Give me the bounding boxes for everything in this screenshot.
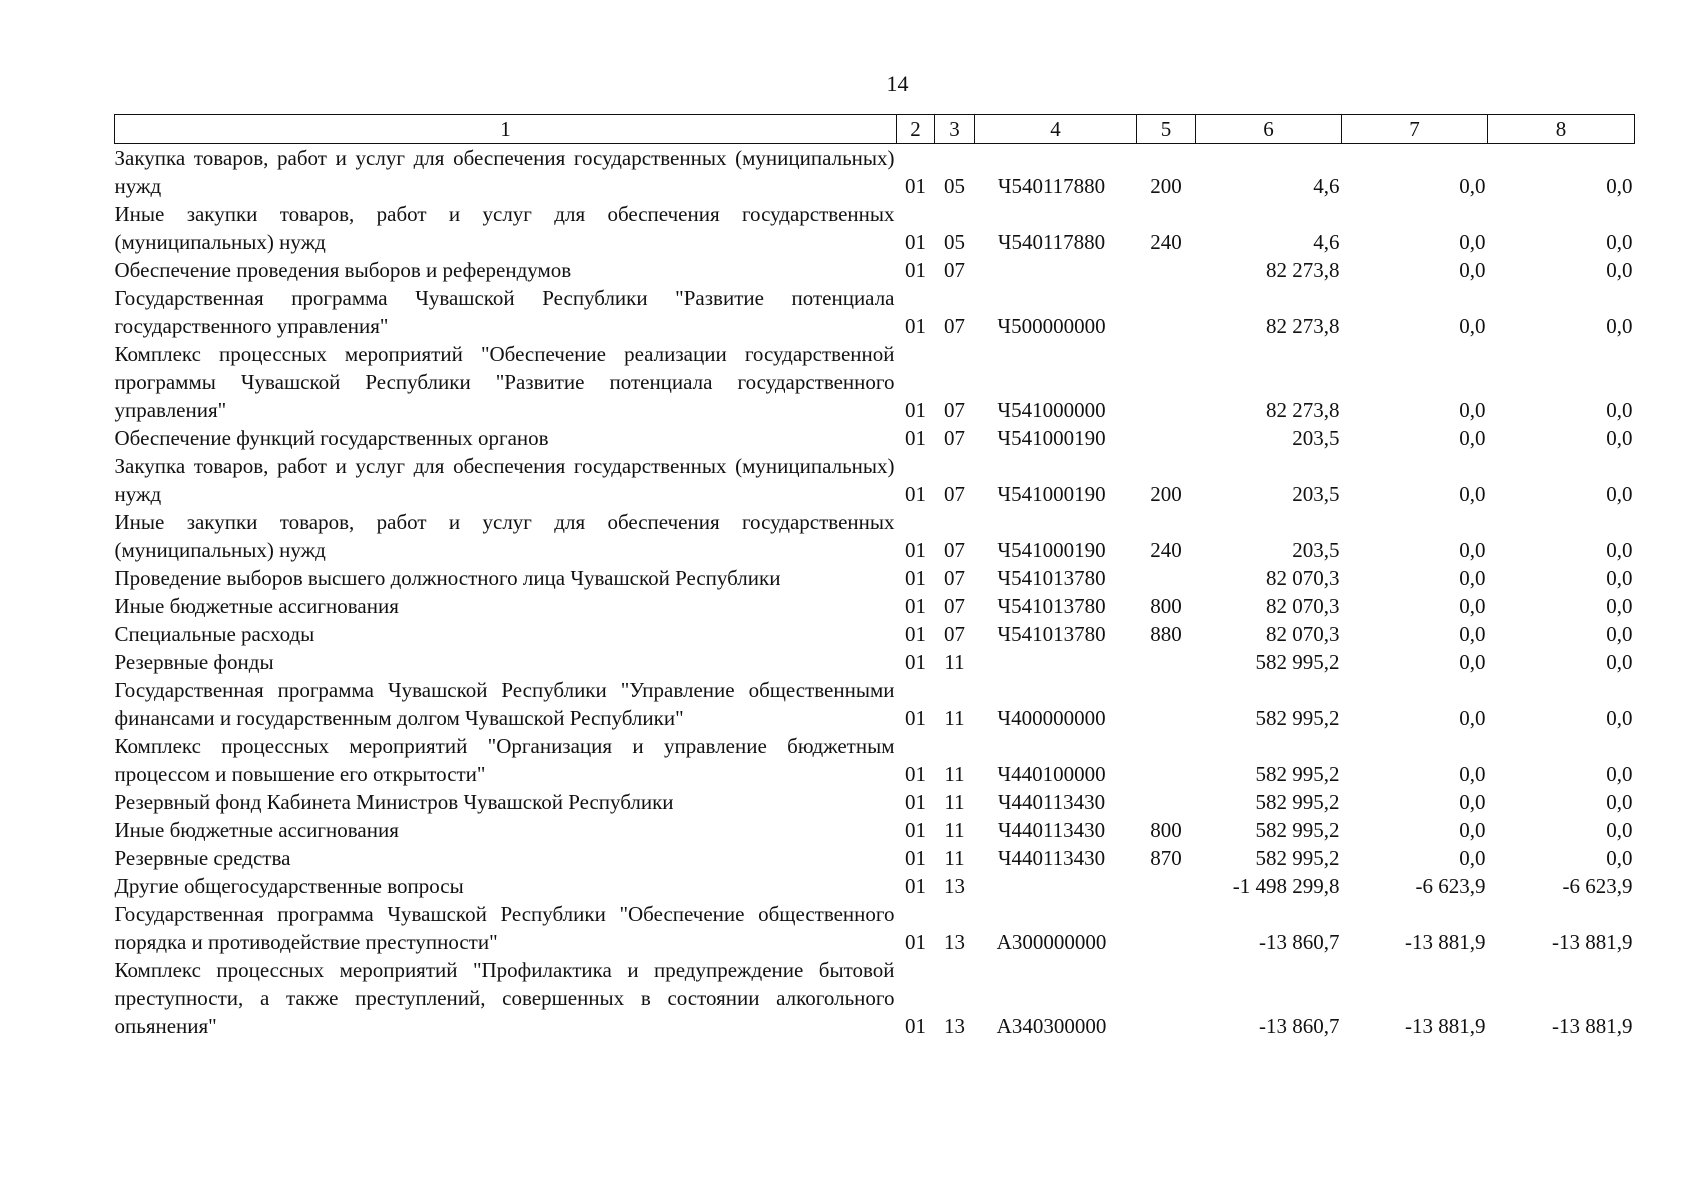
- table-header-row: [115, 115, 1635, 144]
- table-row: [115, 144, 1635, 201]
- expense-type-cell: [1137, 788, 1196, 816]
- expense-type-cell: [1137, 732, 1196, 788]
- amount-col7-cell: 0,0: [1459, 398, 1486, 422]
- amount-col6-cell: -13 860,7: [1259, 1014, 1340, 1038]
- table-row: [115, 200, 1635, 256]
- target-article-cell: Ч541013780: [997, 622, 1106, 646]
- target-article-cell: Ч540117880: [997, 230, 1106, 254]
- amount-col7-cell: -13 881,9: [1405, 1014, 1486, 1038]
- subsection-code-cell: 07: [944, 314, 965, 338]
- expense-type-cell: [1137, 564, 1196, 592]
- expense-type-cell: 880: [1150, 622, 1182, 646]
- table-row: [115, 564, 1635, 592]
- amount-col6-cell: 82 273,8: [1266, 258, 1340, 282]
- amount-col8-cell: 0,0: [1606, 426, 1633, 450]
- amount-col6-cell: 4,6: [1313, 230, 1340, 254]
- subsection-code-cell: 07: [944, 482, 965, 506]
- table-body: [115, 144, 1635, 1041]
- amount-col7-cell: 0,0: [1459, 622, 1486, 646]
- row-name-cell: Государственная программа Чувашской Республики "Развитие потенциала государственного управления": [114, 286, 895, 338]
- subsection-code-cell: 11: [944, 706, 965, 730]
- amount-col7-cell: 0,0: [1459, 174, 1486, 198]
- column-header-4: 4: [975, 115, 1137, 144]
- amount-col7-cell: 0,0: [1459, 230, 1486, 254]
- amount-col6-cell: -13 860,7: [1259, 930, 1340, 954]
- amount-col8-cell: 0,0: [1606, 566, 1633, 590]
- target-article-cell: Ч541013780: [997, 594, 1106, 618]
- expense-type-cell: 240: [1150, 230, 1182, 254]
- amount-col8-cell: 0,0: [1606, 622, 1633, 646]
- page-number: 14: [886, 71, 909, 96]
- amount-col8-cell: 0,0: [1606, 650, 1633, 674]
- amount-col7-cell: -13 881,9: [1405, 930, 1486, 954]
- table-row: [115, 872, 1635, 900]
- expense-type-cell: [1137, 284, 1196, 340]
- target-article-cell: Ч440100000: [997, 762, 1106, 786]
- section-code-cell: 01: [905, 482, 926, 506]
- table-row: [115, 816, 1635, 844]
- subsection-code-cell: 07: [944, 566, 965, 590]
- subsection-code-cell: 07: [944, 426, 965, 450]
- amount-col8-cell: 0,0: [1606, 230, 1633, 254]
- table-row: [115, 648, 1635, 676]
- section-code-cell: 01: [905, 538, 926, 562]
- table-row: [115, 900, 1635, 956]
- column-header-8: 8: [1488, 115, 1635, 144]
- amount-col6-cell: 582 995,2: [1255, 818, 1340, 842]
- subsection-code-cell: 13: [944, 930, 965, 954]
- amount-col8-cell: -6 623,9: [1562, 874, 1633, 898]
- amount-col8-cell: 0,0: [1606, 706, 1633, 730]
- row-name-cell: Государственная программа Чувашской Республики "Обеспечение общественного порядка и противодействие преступности": [114, 902, 895, 954]
- amount-col6-cell: 582 995,2: [1255, 706, 1340, 730]
- expense-type-cell: 200: [1150, 174, 1182, 198]
- target-article-cell: Ч540117880: [997, 174, 1106, 198]
- table-row: [115, 452, 1635, 508]
- target-article-cell: Ч541000000: [997, 398, 1106, 422]
- section-code-cell: 01: [905, 846, 926, 870]
- amount-col6-cell: 582 995,2: [1255, 650, 1340, 674]
- amount-col6-cell: 203,5: [1292, 482, 1340, 506]
- column-header-5: 5: [1137, 115, 1196, 144]
- expense-type-cell: 870: [1150, 846, 1182, 870]
- amount-col6-cell: 203,5: [1292, 426, 1340, 450]
- column-header-3: 3: [935, 115, 975, 144]
- subsection-code-cell: 07: [944, 538, 965, 562]
- subsection-code-cell: 11: [944, 846, 965, 870]
- amount-col7-cell: 0,0: [1459, 790, 1486, 814]
- row-name-cell: Иные бюджетные ассигнования: [114, 594, 399, 618]
- row-name-cell: Иные закупки товаров, работ и услуг для обеспечения государственных (муниципальных) нужд: [114, 510, 895, 562]
- amount-col8-cell: 0,0: [1606, 790, 1633, 814]
- expense-type-cell: [1137, 900, 1196, 956]
- amount-col6-cell: 582 995,2: [1255, 762, 1340, 786]
- table-row: [115, 340, 1635, 424]
- amount-col8-cell: 0,0: [1606, 482, 1633, 506]
- section-code-cell: 01: [905, 314, 926, 338]
- amount-col8-cell: 0,0: [1606, 314, 1633, 338]
- amount-col6-cell: -1 498 299,8: [1232, 874, 1340, 898]
- expense-type-cell: 240: [1150, 538, 1182, 562]
- subsection-code-cell: 11: [944, 650, 965, 674]
- expense-type-cell: 800: [1150, 594, 1182, 618]
- expense-type-cell: [1137, 648, 1196, 676]
- expense-type-cell: [1137, 872, 1196, 900]
- row-name-cell: Комплекс процессных мероприятий "Профилактика и предупреждение бытовой преступности, а также преступлений, совершенных в состоянии алкогольного опьянения": [114, 958, 895, 1038]
- section-code-cell: 01: [905, 650, 926, 674]
- row-name-cell: Другие общегосударственные вопросы: [114, 874, 464, 898]
- section-code-cell: 01: [905, 1014, 926, 1038]
- table-row: [115, 788, 1635, 816]
- amount-col7-cell: 0,0: [1459, 538, 1486, 562]
- amount-col8-cell: 0,0: [1606, 846, 1633, 870]
- section-code-cell: 01: [905, 790, 926, 814]
- table-row: [115, 732, 1635, 788]
- amount-col8-cell: -13 881,9: [1552, 930, 1633, 954]
- target-article-cell: Ч400000000: [997, 706, 1106, 730]
- row-name-cell: Проведение выборов высшего должностного лица Чувашской Республики: [114, 566, 781, 590]
- section-code-cell: 01: [905, 930, 926, 954]
- amount-col7-cell: 0,0: [1459, 706, 1486, 730]
- row-name-cell: Комплекс процессных мероприятий "Обеспечение реализации государственной программы Чувашской Республики "Развитие потенциала государственного управления": [114, 342, 895, 422]
- row-name-cell: Резервные фонды: [114, 650, 274, 674]
- row-name-cell: Комплекс процессных мероприятий "Организация и управление бюджетным процессом и повышение его открытости": [114, 734, 895, 786]
- amount-col8-cell: 0,0: [1606, 258, 1633, 282]
- amount-col7-cell: 0,0: [1459, 258, 1486, 282]
- subsection-code-cell: 11: [944, 762, 965, 786]
- target-article-cell: А340300000: [996, 1014, 1107, 1038]
- subsection-code-cell: 05: [944, 174, 965, 198]
- section-code-cell: 01: [905, 426, 926, 450]
- subsection-code-cell: 13: [944, 1014, 965, 1038]
- section-code-cell: 01: [905, 762, 926, 786]
- column-header-1: 1: [115, 115, 897, 144]
- section-code-cell: 01: [905, 594, 926, 618]
- row-name-cell: Обеспечение функций государственных органов: [114, 426, 549, 450]
- section-code-cell: 01: [905, 566, 926, 590]
- target-article-cell: Ч440113430: [997, 790, 1106, 814]
- subsection-code-cell: 07: [944, 258, 965, 282]
- section-code-cell: 01: [905, 258, 926, 282]
- amount-col7-cell: 0,0: [1459, 566, 1486, 590]
- target-article-cell: Ч440113430: [997, 818, 1106, 842]
- amount-col8-cell: -13 881,9: [1552, 1014, 1633, 1038]
- target-article-cell: Ч440113430: [997, 846, 1106, 870]
- target-article-cell: Ч541013780: [997, 566, 1106, 590]
- subsection-code-cell: 13: [944, 874, 965, 898]
- table-row: [115, 676, 1635, 732]
- target-article-cell: [975, 256, 1137, 284]
- row-name-cell: Специальные расходы: [114, 622, 315, 646]
- amount-col7-cell: 0,0: [1459, 594, 1486, 618]
- amount-col7-cell: 0,0: [1459, 426, 1486, 450]
- target-article-cell: [975, 648, 1137, 676]
- section-code-cell: 01: [905, 818, 926, 842]
- table-row: [115, 424, 1635, 452]
- subsection-code-cell: 05: [944, 230, 965, 254]
- section-code-cell: 01: [905, 398, 926, 422]
- subsection-code-cell: 07: [944, 594, 965, 618]
- amount-col6-cell: 82 070,3: [1266, 594, 1340, 618]
- expense-type-cell: [1137, 424, 1196, 452]
- amount-col7-cell: 0,0: [1459, 482, 1486, 506]
- expense-type-cell: [1137, 956, 1196, 1040]
- amount-col7-cell: 0,0: [1459, 846, 1486, 870]
- column-header-2: 2: [897, 115, 935, 144]
- row-name-cell: Иные бюджетные ассигнования: [114, 818, 399, 842]
- amount-col6-cell: 582 995,2: [1255, 790, 1340, 814]
- subsection-code-cell: 07: [944, 398, 965, 422]
- expense-type-cell: 800: [1150, 818, 1182, 842]
- target-article-cell: А300000000: [996, 930, 1107, 954]
- table-row: [115, 844, 1635, 872]
- expense-type-cell: [1137, 256, 1196, 284]
- subsection-code-cell: 11: [944, 818, 965, 842]
- target-article-cell: [975, 872, 1137, 900]
- section-code-cell: 01: [905, 174, 926, 198]
- row-name-cell: Государственная программа Чувашской Республики "Управление общественными финансами и государственным долгом Чувашской Республики": [114, 678, 895, 730]
- amount-col6-cell: 4,6: [1313, 174, 1340, 198]
- target-article-cell: Ч541000190: [997, 426, 1106, 450]
- section-code-cell: 01: [905, 706, 926, 730]
- table-row: [115, 256, 1635, 284]
- row-name-cell: Обеспечение проведения выборов и референдумов: [114, 258, 572, 282]
- expense-type-cell: [1137, 676, 1196, 732]
- row-name-cell: Закупка товаров, работ и услуг для обеспечения государственных (муниципальных) нужд: [114, 454, 895, 506]
- amount-col7-cell: 0,0: [1459, 818, 1486, 842]
- table-row: [115, 284, 1635, 340]
- budget-table: [114, 114, 1635, 1040]
- target-article-cell: Ч500000000: [997, 314, 1106, 338]
- amount-col8-cell: 0,0: [1606, 594, 1633, 618]
- subsection-code-cell: 11: [944, 790, 965, 814]
- amount-col7-cell: -6 623,9: [1415, 874, 1486, 898]
- expense-type-cell: [1137, 340, 1196, 424]
- row-name-cell: Закупка товаров, работ и услуг для обеспечения государственных (муниципальных) нужд: [114, 146, 895, 198]
- column-header-7: 7: [1342, 115, 1488, 144]
- target-article-cell: Ч541000190: [997, 482, 1106, 506]
- amount-col7-cell: 0,0: [1459, 314, 1486, 338]
- amount-col8-cell: 0,0: [1606, 818, 1633, 842]
- row-name-cell: Резервные средства: [114, 846, 291, 870]
- column-header-6: 6: [1196, 115, 1342, 144]
- amount-col6-cell: 82 070,3: [1266, 622, 1340, 646]
- amount-col6-cell: 82 070,3: [1266, 566, 1340, 590]
- amount-col7-cell: 0,0: [1459, 762, 1486, 786]
- target-article-cell: Ч541000190: [997, 538, 1106, 562]
- amount-col6-cell: 203,5: [1292, 538, 1340, 562]
- amount-col8-cell: 0,0: [1606, 174, 1633, 198]
- row-name-cell: Иные закупки товаров, работ и услуг для обеспечения государственных (муниципальных) нужд: [114, 202, 895, 254]
- amount-col8-cell: 0,0: [1606, 538, 1633, 562]
- section-code-cell: 01: [905, 622, 926, 646]
- amount-col8-cell: 0,0: [1606, 398, 1633, 422]
- amount-col6-cell: 82 273,8: [1266, 314, 1340, 338]
- table-row: [115, 592, 1635, 620]
- amount-col6-cell: 82 273,8: [1266, 398, 1340, 422]
- row-name-cell: Резервный фонд Кабинета Министров Чувашской Республики: [114, 790, 674, 814]
- table-row: [115, 508, 1635, 564]
- amount-col8-cell: 0,0: [1606, 762, 1633, 786]
- subsection-code-cell: 07: [944, 622, 965, 646]
- amount-col6-cell: 582 995,2: [1255, 846, 1340, 870]
- expense-type-cell: 200: [1150, 482, 1182, 506]
- table-row: [115, 620, 1635, 648]
- section-code-cell: 01: [905, 874, 926, 898]
- amount-col7-cell: 0,0: [1459, 650, 1486, 674]
- table-row: [115, 956, 1635, 1040]
- section-code-cell: 01: [905, 230, 926, 254]
